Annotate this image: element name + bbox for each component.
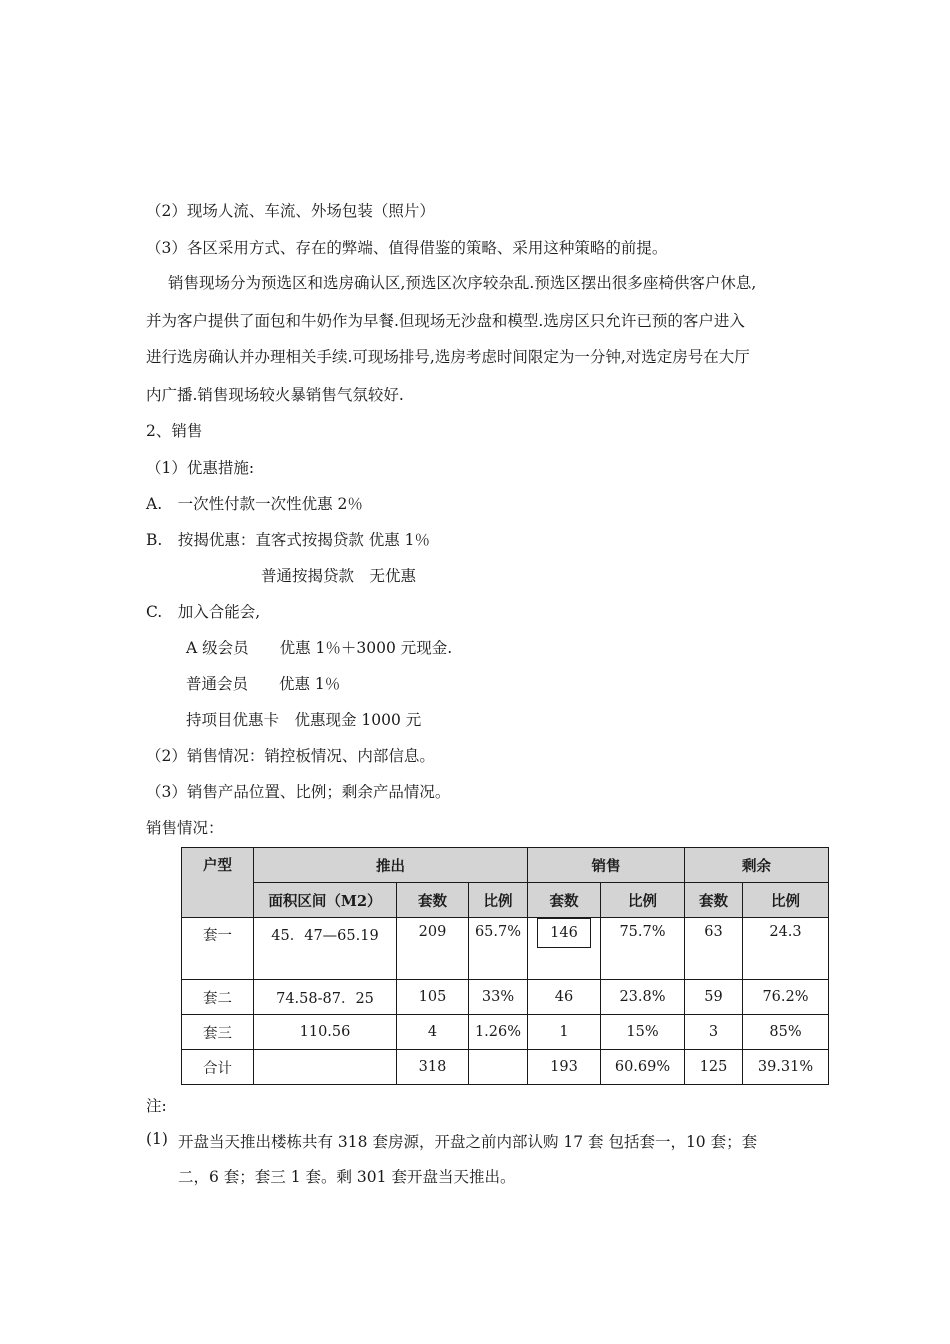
table-row <box>182 918 829 980</box>
cell-remaining-count: 125 <box>685 1050 743 1085</box>
note-line: 开盘当天推出楼栋共有 318 套房源，开盘之前内部认购 17 套 包括套一，10 套；套 <box>178 1133 758 1151</box>
list-item: 持项目优惠卡 优惠现金 1000 元 <box>186 711 422 729</box>
list-item: 普通按揭贷款 无优惠 <box>261 567 417 585</box>
header-count: 套数 <box>528 883 601 918</box>
header-count: 套数 <box>685 883 743 918</box>
cell-launched-count: 318 <box>397 1050 469 1085</box>
paragraph-line: （3）各区采用方式、存在的弊端、值得借鉴的策略、采用这种策略的前提。 <box>146 239 668 257</box>
cell-remaining-ratio: 76.2% <box>743 980 829 1015</box>
table-caption: 销售情况： <box>146 819 224 837</box>
cell-launched-ratio: 65.7% <box>469 918 528 980</box>
boxed-value: 146 <box>537 918 591 948</box>
cell-launched-ratio: 1.26% <box>469 1015 528 1050</box>
cell-area: 45．47—65.19 <box>254 918 397 980</box>
cell-area: 110.56 <box>254 1015 397 1050</box>
paragraph-line: （1）优惠措施: <box>146 459 255 477</box>
header-ratio: 比例 <box>743 883 829 918</box>
cell-type: 套一 <box>182 918 254 980</box>
cell-remaining-count: 63 <box>685 918 743 980</box>
cell-sold-count: 1 <box>528 1015 601 1050</box>
notes-label: 注: <box>146 1097 167 1115</box>
cell-type: 套二 <box>182 980 254 1015</box>
header-ratio: 比例 <box>469 883 528 918</box>
cell-sold-ratio: 75.7% <box>601 918 685 980</box>
list-item: B. 按揭优惠：直客式按揭贷款 优惠 1％ <box>146 531 431 549</box>
header-area: 面积区间（M2） <box>254 883 397 918</box>
paragraph-line: 并为客户提供了面包和牛奶作为早餐.但现场无沙盘和模型.选房区只允许已预的客户进入 <box>146 312 745 330</box>
list-item: 普通会员 优惠 1％ <box>186 675 341 693</box>
cell-area: 74.58-87．25 <box>254 980 397 1015</box>
cell-type: 套三 <box>182 1015 254 1050</box>
cell-launched-count: 209 <box>397 918 469 980</box>
cell-launched-ratio <box>469 1050 528 1085</box>
sales-table <box>181 847 829 1085</box>
cell-remaining-count: 59 <box>685 980 743 1015</box>
cell-sold-count: 193 <box>528 1050 601 1085</box>
table-subheader-row <box>182 883 829 918</box>
table-total-row <box>182 1050 829 1085</box>
paragraph-line: 内广播.销售现场较火暴销售气氛较好. <box>146 386 404 404</box>
cell-sold-count <box>528 918 601 980</box>
note-number: (1) <box>146 1130 168 1148</box>
paragraph-line: （2）现场人流、车流、外场包装（照片） <box>146 202 435 220</box>
list-item: A 级会员 优惠 1％＋3000 元现金. <box>186 639 453 657</box>
paragraph-line: （2）销售情况：销控板情况、内部信息。 <box>146 747 435 765</box>
cell-launched-count: 105 <box>397 980 469 1015</box>
header-ratio: 比例 <box>601 883 685 918</box>
cell-remaining-ratio: 85% <box>743 1015 829 1050</box>
cell-sold-ratio: 15% <box>601 1015 685 1050</box>
cell-sold-ratio: 60.69% <box>601 1050 685 1085</box>
cell-type: 合计 <box>182 1050 254 1085</box>
paragraph-line: （3）销售产品位置、比例；剩余产品情况。 <box>146 783 451 801</box>
table-header-row <box>182 848 829 883</box>
cell-sold-ratio: 23.8% <box>601 980 685 1015</box>
note-line: 二，6 套；套三 1 套。剩 301 套开盘当天推出。 <box>178 1168 516 1186</box>
list-item: C. 加入合能会, <box>146 603 261 621</box>
cell-remaining-count: 3 <box>685 1015 743 1050</box>
cell-launched-ratio: 33% <box>469 980 528 1015</box>
header-remaining: 剩余 <box>685 848 829 883</box>
header-sold: 销售 <box>528 848 685 883</box>
header-launched: 推出 <box>254 848 528 883</box>
header-type: 户型 <box>182 848 254 918</box>
cell-area <box>254 1050 397 1085</box>
section-heading: 2、销售 <box>146 422 203 440</box>
header-count: 套数 <box>397 883 469 918</box>
cell-remaining-ratio: 24.3 <box>743 918 829 980</box>
cell-remaining-ratio: 39.31% <box>743 1050 829 1085</box>
paragraph-line: 进行选房确认并办理相关手续.可现场排号,选房考虑时间限定为一分钟,对选定房号在大厅 <box>146 348 750 366</box>
cell-sold-count: 46 <box>528 980 601 1015</box>
paragraph-line: 销售现场分为预选区和选房确认区,预选区次序较杂乱.预选区摆出很多座椅供客户休息, <box>168 274 757 292</box>
cell-launched-count: 4 <box>397 1015 469 1050</box>
list-item: A. 一次性付款一次性优惠 2％ <box>146 495 363 513</box>
table-row <box>182 980 829 1015</box>
table-row <box>182 1015 829 1050</box>
